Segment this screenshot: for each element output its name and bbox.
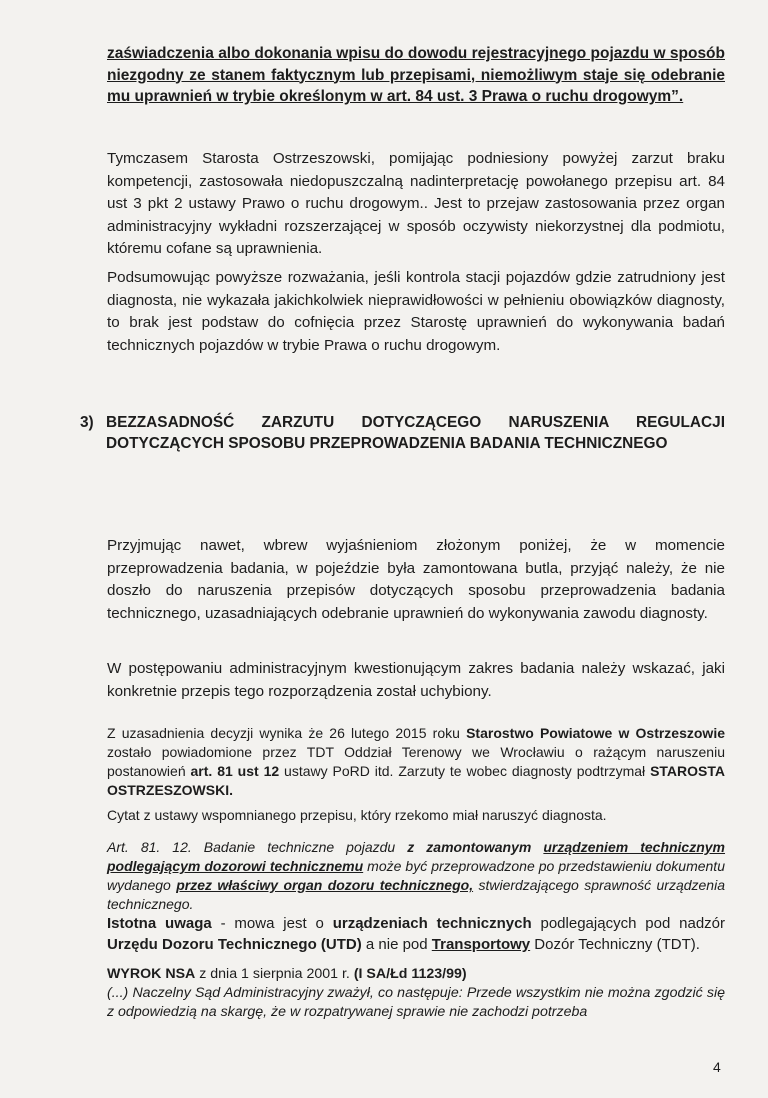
bold-underlined-text: urządzeniem technicznym podlegającym dozorowi technicznemu (107, 839, 726, 874)
bold-text: art. 81 ust 12 (190, 763, 280, 779)
verdict-quote: (...) Naczelny Sąd Administracyjny zważył, co następuje: Przede wszystkim nie można zgodzić się z odpowiedzią na skargę, że w rozpatrywanej sprawie nie zachodzi potrzeba (107, 985, 725, 1020)
text: ustawy PoRD itd. Zarzuty te wobec diagnosty podtrzymał (279, 763, 651, 779)
section-number: 3) (80, 414, 94, 431)
section-heading (80, 412, 725, 454)
citation-intro: Cytat z ustawy wspomnianego przepisu, który rzekomo miał naruszyć diagnosta. (107, 807, 607, 823)
paragraph-decision-justification (107, 724, 725, 800)
bold-text: Urzędu Dozoru Technicznego (UTD) (107, 936, 362, 953)
text: Z uzasadnienia decyzji wynika że 26 lutego 2015 roku (107, 725, 467, 741)
text: zostało powiadomione przez TDT Oddział Terenowy we Wrocławiu o rażącym naruszeniu postanowień (107, 744, 725, 779)
important-note (107, 913, 725, 955)
verdict-reference (107, 965, 725, 984)
bold-text: Istotna uwaga (107, 915, 212, 932)
court-verdict (107, 965, 725, 1022)
bold-text: WYROK NSA (107, 966, 196, 982)
bold-text: STAROSTA OSTRZESZOWSKI. (107, 763, 725, 798)
bold-text: z zamontowanym (407, 839, 532, 855)
paragraph-administrative-procedure: W postępowaniu administracyjnym kwestionującym zakres badania należy wskazać, jaki konkretnie przepis tego rozporządzenia został uchybiony. (107, 660, 725, 700)
text: - mowa jest o (211, 915, 333, 932)
text: Art. 81. 12. Badanie techniczne pojazdu (107, 839, 408, 855)
paragraph-summary: Podsumowując powyższe rozważania, jeśli kontrola stacji pojazdów gdzie zatrudniony jest diagnosta, nie wykazała jakichkolwiek nieprawidłowości w pełnieniu obowiązków diagnosty, to brak jest podstaw do cofnięcia przez Starostę uprawnień do wykonywania badań technicznych pojazdów w trybie Prawa o ruchu drogowym. (107, 269, 725, 354)
bold-text: urządzeniach technicznych (332, 915, 532, 932)
section-title: BEZZASADNOŚĆ ZARZUTU DOTYCZĄCEGO NARUSZENIA REGULACJI DOTYCZĄCYCH SPOSOBU PRZEPROWADZENIA BADANIA TECHNICZNEGO (106, 414, 725, 452)
text: a nie pod (361, 936, 432, 953)
bold-text: (I SA/Łd 1123/99) (353, 966, 467, 982)
page-number: 4 (713, 1059, 721, 1075)
paragraph-gas-cylinder: Przyjmując nawet, wbrew wyjaśnieniom złożonym poniżej, że w momencie przeprowadzenia badania, w pojeździe była zamontowana butla, przyjąć należy, że nie doszło do naruszenia przepisów dotyczących sposobu przeprowadzenia badania technicznego, uzasadniających odebranie uprawnień do wykonywania zawodu diagnosty. (107, 537, 725, 622)
text: z dnia 1 sierpnia 2001 r. (195, 966, 354, 982)
bold-underlined-text: Transportowy (431, 936, 531, 953)
intro-underlined-quote: zaświadczenia albo dokonania wpisu do dowodu rejestracyjnego pojazdu w sposób niezgodny ze stanem faktycznym lub przepisami, niemożliwym staje się odebranie mu uprawnień w trybie określonym w art. 84 ust. 3 Prawa o ruchu drogowym”. (107, 45, 725, 105)
text: Dozór Techniczny (TDT). (530, 936, 700, 953)
bold-text: Starostwo Powiatowe w Ostrzeszowie (466, 725, 725, 741)
text: podlegających pod nadzór (531, 915, 726, 932)
text: stwierdzającego sprawność urządzenia technicznego. (107, 877, 725, 912)
article-quote (107, 838, 725, 914)
bold-underlined-text: przez właściwy organ dozoru technicznego, (176, 877, 474, 893)
text (531, 839, 543, 855)
text: może być przeprowadzone po przedstawieniu dokumentu wydanego (107, 858, 725, 893)
paragraph-starosta-interpretation: Tymczasem Starosta Ostrzeszowski, pomijając podniesiony powyżej zarzut braku kompetencji, zastosowała niedopuszczalną nadinterpretację powołanego przepisu art. 84 ust 3 pkt 2 ustawy Prawo o ruchu drogowym.. Jest to przejaw zastosowania przez organ administracyjny wykładni rozszerzającej w sposób oczywisty niekorzystnej dla podmiotu, któremu cofane są uprawnienia. (107, 150, 725, 257)
